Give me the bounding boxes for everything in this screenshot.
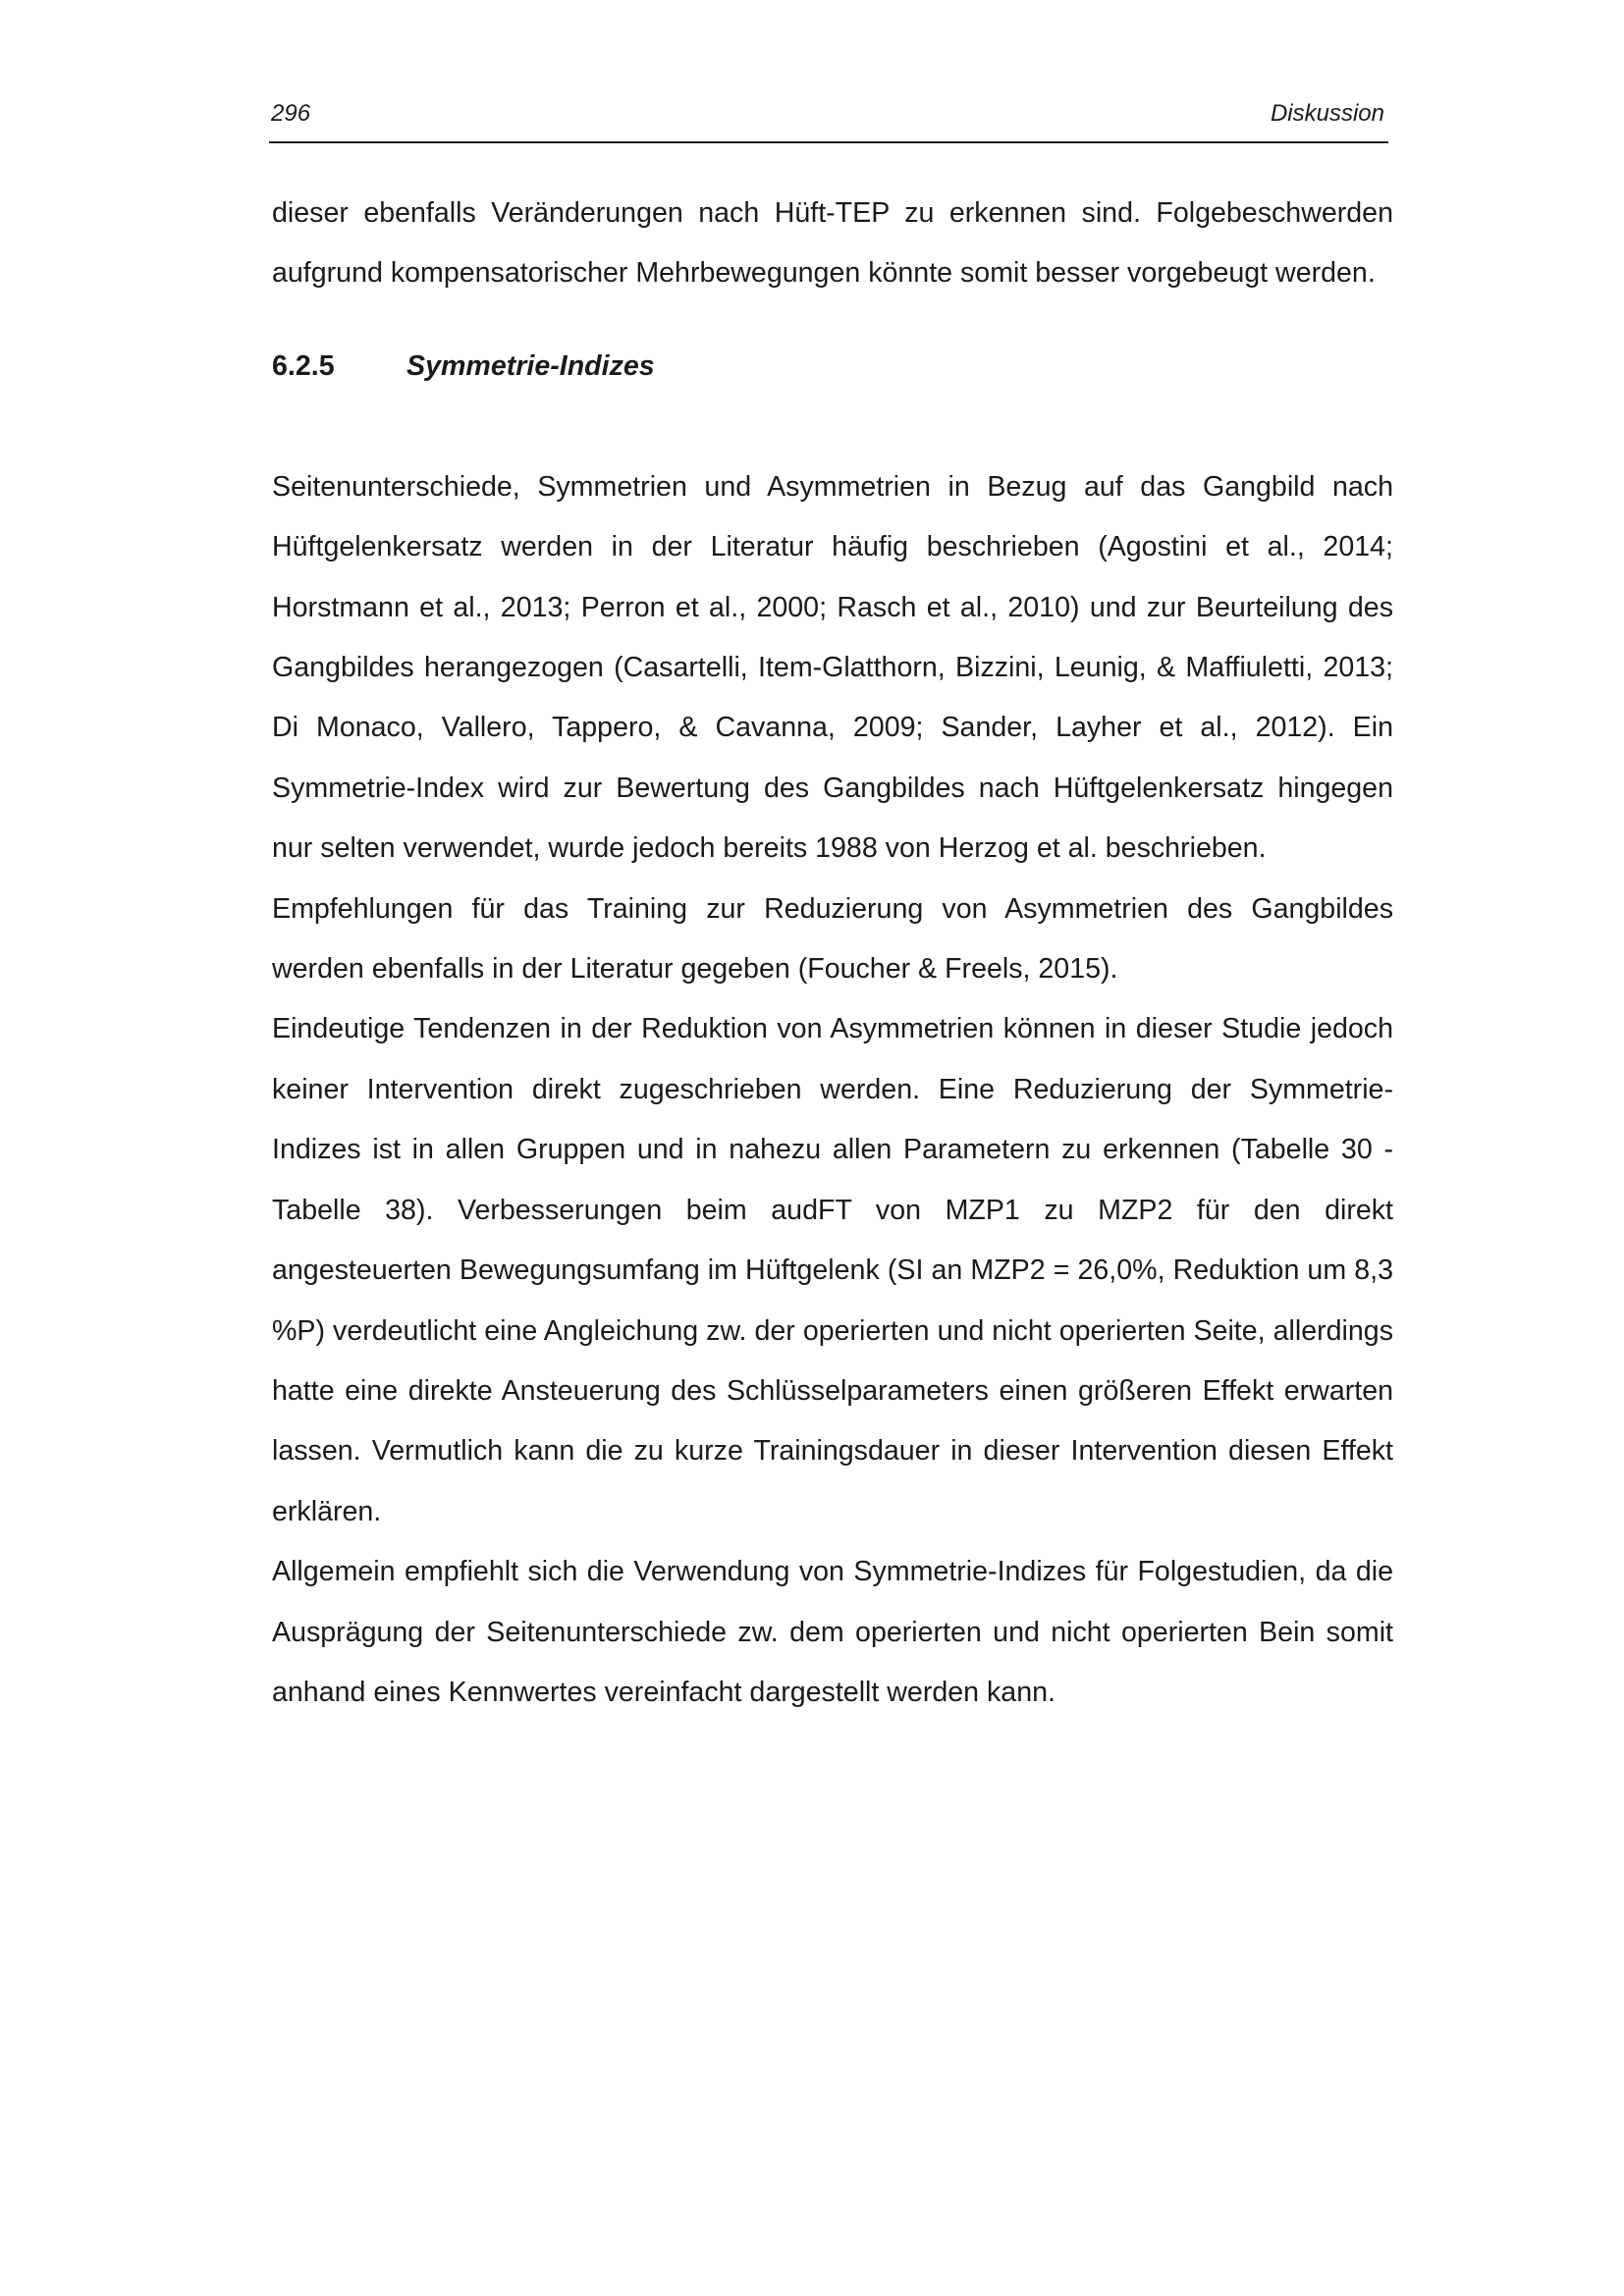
paragraph: Empfehlungen für das Training zur Reduzierung von Asymmetrien des Gangbildes werden ebenfalls in der Literatur gegeben (Foucher & Freels, 2015). xyxy=(272,892,1393,986)
paragraph: Allgemein empfiehlt sich die Verwendung von Symmetrie-Indizes für Folgestudien, da die Ausprägung der Seitenunterschiede zw. dem operierten und nicht operierten Bein somit anhand eines Kennwertes vereinfacht dargestellt werden kann. xyxy=(272,1556,1393,1708)
paragraph: Eindeutige Tendenzen in der Reduktion von Asymmetrien können in dieser Studie jedoch keiner Intervention direkt zugeschrieben werden. Eine Reduzierung der Symmetrie-Indizes ist in allen Gruppen und in nahezu allen Parametern zu erkennen (Tabelle 30 - Tabelle 38). Verbesserungen beim audFT von MZP1 zu MZP2 für den direkt angesteuerten Bewegungsumfang im Hüftgelenk (SI an MZP2 = 26,0%, Reduktion um 8,3 %P) verdeutlicht eine Angleichung zw. der operierten und nicht operierten Seite, allerdings hatte eine direkte Ansteuerung des Schlüsselparameters einen größeren Effekt erwarten lassen. Vermutlich kann die zu kurze Trainingsdauer in dieser Intervention diesen Effekt erklären. xyxy=(272,1013,1393,1527)
section-title: Symmetrie-Indizes xyxy=(406,349,655,382)
page-header xyxy=(269,96,1388,143)
section-number: 6.2.5 xyxy=(272,349,335,382)
paragraph-continuation: dieser ebenfalls Veränderungen nach Hüft-TEP zu erkennen sind. Folgebeschwerden aufgrund kompensatorischer Mehrbewegungen könnte somit besser vorgebeugt werden. xyxy=(272,197,1393,290)
page-number: 296 xyxy=(271,100,311,127)
body-text xyxy=(272,184,1393,1723)
section-heading xyxy=(272,304,1393,457)
running-title: Diskussion xyxy=(1270,100,1384,127)
paragraph: Seitenunterschiede, Symmetrien und Asymmetrien in Bezug auf das Gangbild nach Hüftgelenkersatz werden in der Literatur häufig beschrieben (Agostini et al., 2014; Horstmann et al., 2013; Perron et al., 2000; Rasch et al., 2010) und zur Beurteilung des Gangbildes herangezogen (Casartelli, Item-Glatthorn, Bizzini, Leunig, & Maffiuletti, 2013; Di Monaco, Vallero, Tappero, & Cavanna, 2009; Sander, Layher et al., 2012). Ein Symmetrie-Index wird zur Bewertung des Gangbildes nach Hüftgelenkersatz hingegen nur selten verwendet, wurde jedoch bereits 1988 von Herzog et al. beschrieben. xyxy=(272,470,1393,865)
